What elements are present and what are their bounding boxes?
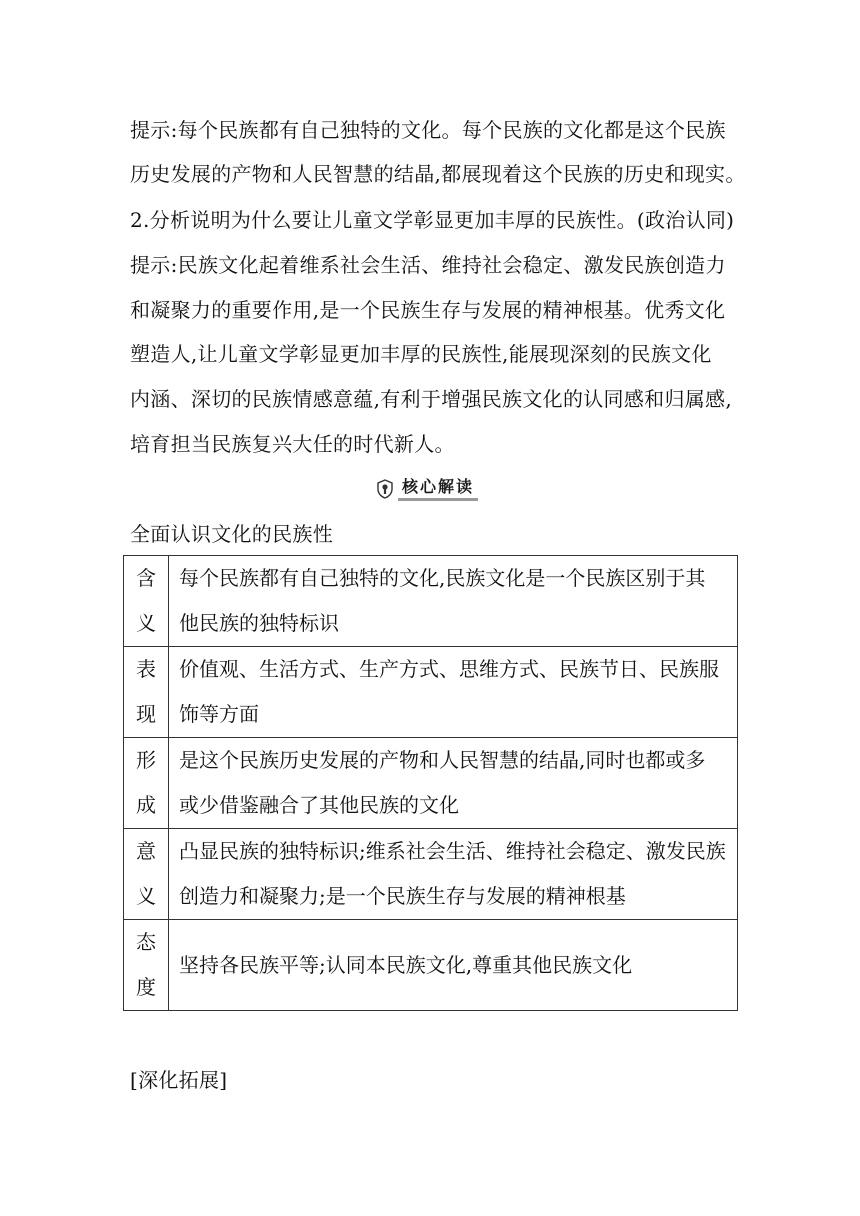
culture-nationality-table (123, 555, 738, 1011)
extension-heading: [深化拓展] (130, 1068, 228, 1092)
row-content: 是这个民族历史发展的产物和人民智慧的结晶,同时也都或多 或少借鉴融合了其他民族的文化 (169, 738, 738, 829)
question-2: 2.分析说明为什么要让儿童文学彰显更加丰厚的民族性。(政治认同) (130, 208, 735, 232)
table-row (124, 647, 738, 738)
section-title: 全面认识文化的民族性 (130, 522, 333, 546)
row-header: 形 成 (124, 738, 169, 829)
text-line-6: 塑造人,让儿童文学彰显更加丰厚的民族性,能展现深刻的民族文化 (130, 342, 712, 366)
text-line-1: 提示:每个民族都有自己独特的文化。每个民族的文化都是这个民族 (130, 118, 726, 142)
text-line-8: 培育担当民族复兴大任的时代新人。 (130, 432, 455, 456)
text-line-7: 内涵、深切的民族情感意蕴,有利于增强民族文化的认同感和归属感, (130, 387, 733, 411)
core-interpretation-badge (376, 477, 478, 501)
table-row (124, 829, 738, 920)
table-row (124, 556, 738, 647)
text-line-2: 历史发展的产物和人民智慧的结晶,都展现着这个民族的历史和现实。 (130, 162, 746, 186)
row-content: 坚持各民族平等;认同本民族文化,尊重其他民族文化 (169, 920, 738, 1011)
table-row (124, 920, 738, 1011)
text-line-5: 和凝聚力的重要作用,是一个民族生存与发展的精神根基。优秀文化 (130, 298, 726, 322)
row-content: 价值观、生活方式、生产方式、思维方式、民族节日、民族服 饰等方面 (169, 647, 738, 738)
row-content: 凸显民族的独特标识;维系社会生活、维持社会稳定、激发民族 创造力和凝聚力;是一个民族生存与发展的精神根基 (169, 829, 738, 920)
badge-label: 核心解读 (398, 477, 478, 501)
table-row (124, 738, 738, 829)
text-line-4: 提示:民族文化起着维系社会生活、维持社会稳定、激发民族创造力 (130, 253, 726, 277)
row-header: 态 度 (124, 920, 169, 1011)
row-content: 每个民族都有自己独特的文化,民族文化是一个民族区别于其 他民族的独特标识 (169, 556, 738, 647)
keyhole-icon (376, 479, 394, 499)
row-header: 意 义 (124, 829, 169, 920)
row-header: 表 现 (124, 647, 169, 738)
row-header: 含 义 (124, 556, 169, 647)
